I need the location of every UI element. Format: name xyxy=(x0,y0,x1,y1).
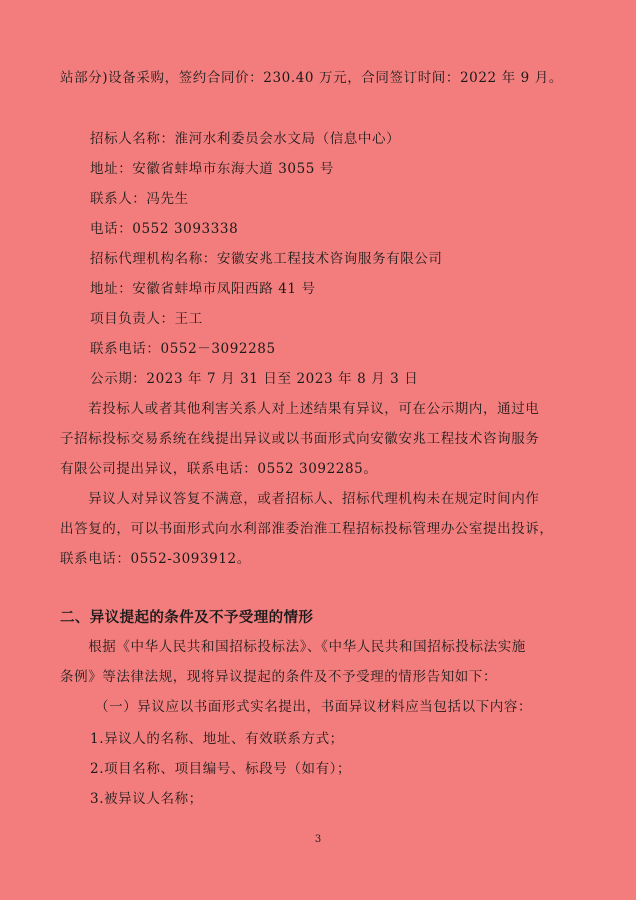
objection-paragraph-line: 有限公司提出异议，联系电话：0552 3092285。 xyxy=(60,461,378,477)
tenderer-name: 招标人名称：淮河水利委员会水文局（信息中心） xyxy=(90,131,401,147)
objection-paragraph-line: 若投标人或者其他利害关系人对上述结果有异议，可在公示期内，通过电 xyxy=(60,401,540,417)
agency-address: 地址：安徽省蚌埠市凤阳西路 41 号 xyxy=(90,281,316,297)
complaint-paragraph-line: 出答复的，可以书面形式向水利部淮委治淮工程招标投标管理办公室提出投诉， xyxy=(60,521,554,537)
tenderer-contact-person: 联系人：冯先生 xyxy=(90,191,189,207)
sub-item-heading: （一）异议应以书面形式实名提出，书面异议材料应当包括以下内容： xyxy=(95,699,533,715)
publicity-period: 公示期：2023 年 7 月 31 日至 2023 年 8 月 3 日 xyxy=(90,371,419,387)
list-item: 2.项目名称、项目编号、标段号（如有）； xyxy=(90,761,352,777)
law-paragraph-line: 根据《中华人民共和国招标投标法》、《中华人民共和国招标投标法实施 xyxy=(60,639,526,655)
tenderer-address: 地址：安徽省蚌埠市东海大道 3055 号 xyxy=(90,161,334,177)
intro-line: 站部分)设备采购，签约合同价：230.40 万元，合同签订时间：2022 年 9 月。 xyxy=(60,70,563,86)
list-item: 3.被异议人名称； xyxy=(90,791,203,807)
agency-phone: 联系电话：0552－3092285 xyxy=(90,341,276,357)
agency-name: 招标代理机构名称：安徽安兆工程技术咨询服务有限公司 xyxy=(90,251,443,267)
tenderer-phone: 电话：0552 3093338 xyxy=(90,221,239,237)
complaint-paragraph-line: 联系电话：0552-3093912。 xyxy=(60,551,251,567)
page-number: 3 xyxy=(314,834,322,845)
complaint-paragraph-line: 异议人对异议答复不满意，或者招标人、招标代理机构未在规定时间内作 xyxy=(60,491,540,507)
section-heading: 二、异议提起的条件及不予受理的情形 xyxy=(60,610,314,626)
project-manager: 项目负责人：王工 xyxy=(90,311,203,327)
objection-paragraph-line: 子招标投标交易系统在线提出异议或以书面形式向安徽安兆工程技术咨询服务 xyxy=(60,431,540,447)
law-paragraph-line: 条例》等法律法规，现将异议提起的条件及不予受理的情形告知如下： xyxy=(60,669,498,685)
list-item: 1.异议人的名称、地址、有效联系方式； xyxy=(90,731,344,747)
